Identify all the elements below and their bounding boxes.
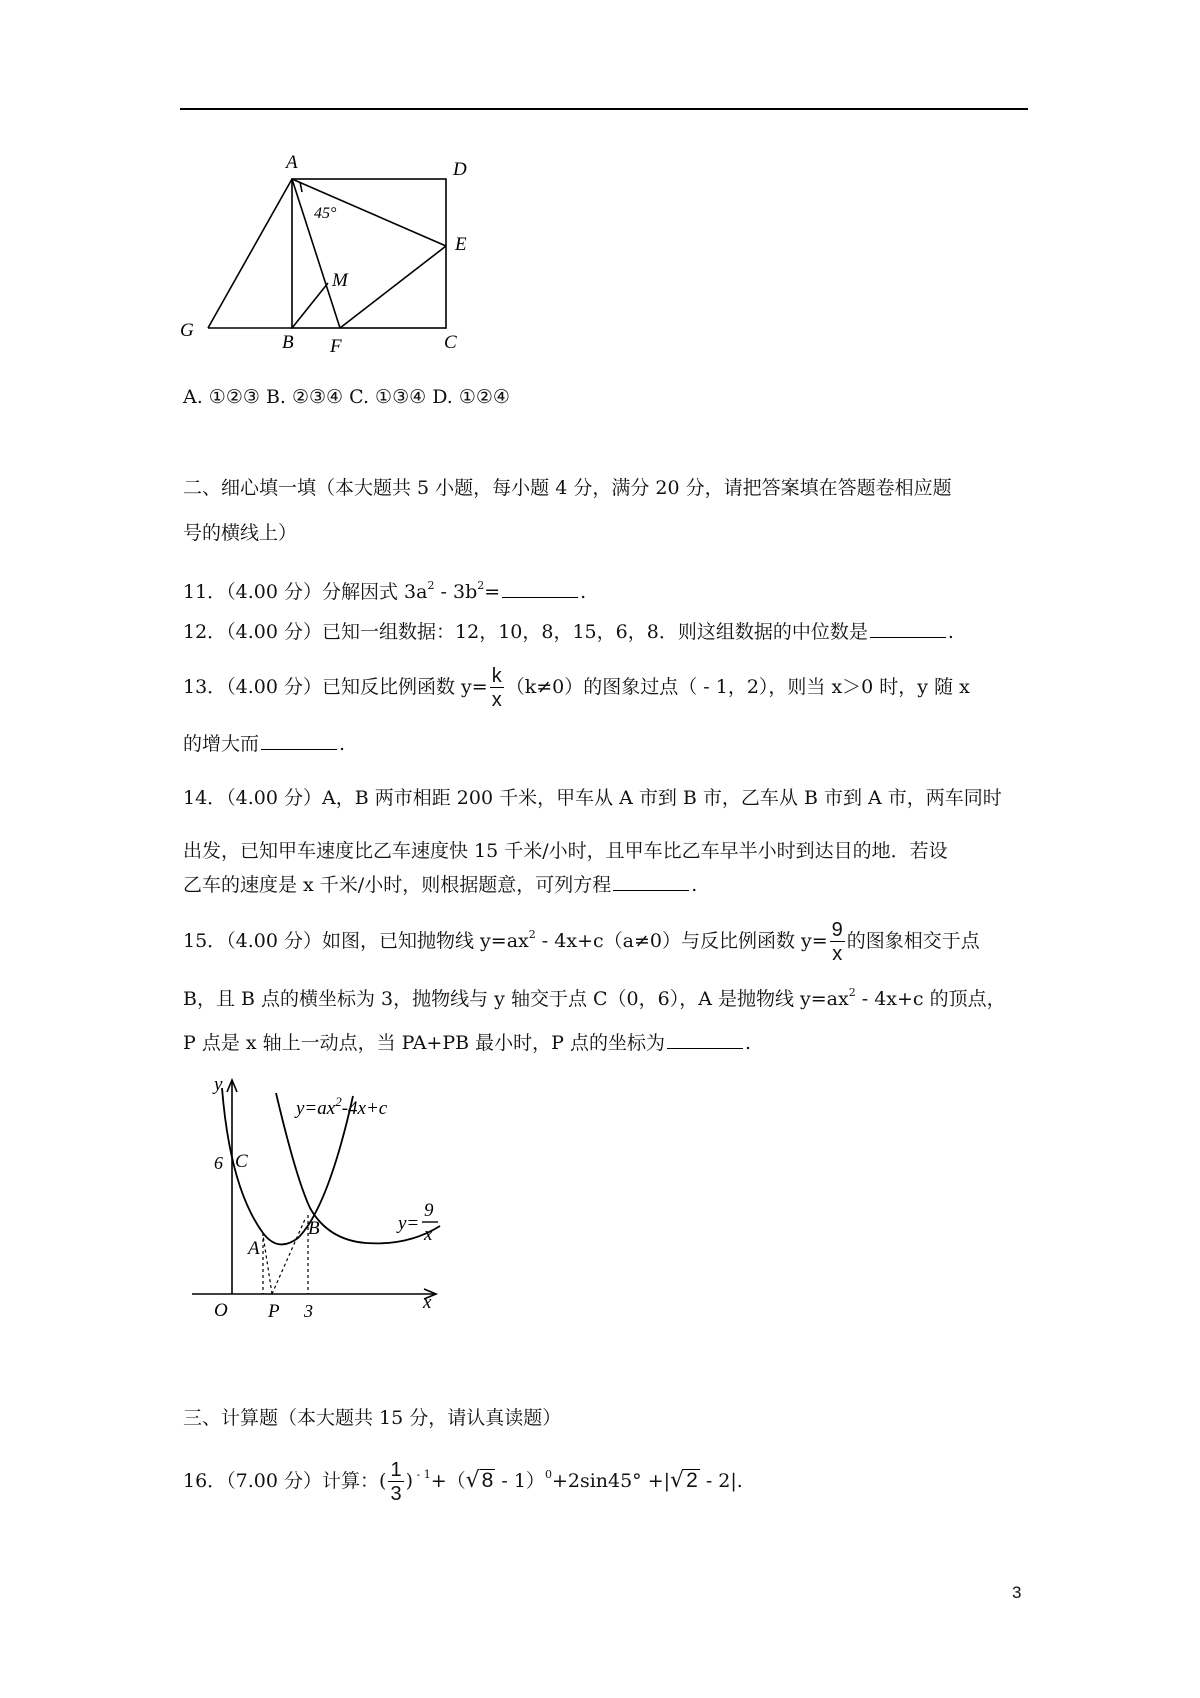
a-point-label: A xyxy=(248,1238,260,1259)
label-D: D xyxy=(453,159,467,180)
c-value-label: 6 xyxy=(214,1153,223,1173)
b-point-label: B xyxy=(308,1218,320,1239)
label-E: E xyxy=(455,234,467,255)
question-14-line3: 乙车的速度是 x 千米/小时，则根据题意，可列方程 . xyxy=(183,870,697,900)
y-axis-label: y xyxy=(214,1074,223,1095)
question-15-line1: 15．（4.00 分）如图，已知抛物线 $y=ax^2 - 4x+c(a\ne 0)$与反比例函数 y= $\frac{9}{x}$ 的图象相交于点 xyxy=(183,919,980,965)
label-F: F xyxy=(330,336,342,357)
answer-blank-11[interactable] xyxy=(502,577,578,598)
answer-blank-12[interactable] xyxy=(870,617,946,638)
radical-sign: √ xyxy=(465,1468,480,1493)
x-axis-label: x xyxy=(423,1292,432,1313)
graph-figure xyxy=(178,1068,458,1328)
question-13-line2: 的增大而 . xyxy=(183,729,345,759)
label-G: G xyxy=(180,320,194,341)
c-point-label: C xyxy=(235,1151,248,1172)
question-15-line3: P 点是 x 轴上一动点，当 PA+PB 最小时，P 点的坐标为 . xyxy=(183,1028,751,1058)
parabola-label: $y=ax^2-4x+c$ xyxy=(296,1094,388,1119)
square-figure xyxy=(178,148,478,358)
label-M: M xyxy=(332,270,348,291)
question-14-line2: 出发，已知甲车速度比乙车速度快 15 千米/小时，且甲车比乙车早半小时到达目的地．若设 xyxy=(183,840,948,862)
fraction-k-over-x: $\frac{k}{x}$ xyxy=(491,665,502,711)
label-A: A xyxy=(286,152,298,173)
question-15-line2: B，且 B 点的横坐标为 3，抛物线与 y 轴交于点 C（0，6），A 是抛物线 $y=ax^2 - 4x+c$ 的顶点， xyxy=(183,986,1006,1010)
question-11: 11．（4.00 分）分解因式 $3a^2 - 3b^2=$ . xyxy=(183,579,587,603)
angle-45: 45° xyxy=(314,205,337,222)
section3-heading: 三、计算题（本大题共 15 分，请认真读题） xyxy=(183,1407,562,1429)
p-point-label: P xyxy=(268,1301,280,1322)
hyperbola-den: x xyxy=(424,1224,433,1245)
fraction-1-over-3: $\frac{1}{3}$ xyxy=(390,1459,402,1505)
label-B: B xyxy=(282,332,294,353)
q10-choices: A. ①②③ B. ②③④ C. ①③④ D. ①②④ xyxy=(183,386,510,408)
radical-sign: √ xyxy=(670,1468,685,1493)
origin-label: O xyxy=(214,1300,228,1321)
hyperbola-num: 9 xyxy=(424,1200,434,1221)
page-number: 3 xyxy=(1012,1583,1022,1602)
header-rule xyxy=(180,108,1028,110)
section2-heading-line2: 号的横线上） xyxy=(183,522,298,544)
hyperbola-prefix: y= xyxy=(398,1213,420,1234)
label-C: C xyxy=(444,332,457,353)
x-tick-3: 3 xyxy=(304,1301,313,1321)
question-13-line1: 13．（4.00 分）已知反比例函数 y= $\frac{k}{x}$ （k≠0）的图象过点（ - 1，2），则当 x＞0 时，y 随 x xyxy=(183,665,970,711)
answer-blank-13[interactable] xyxy=(261,729,337,750)
question-16: 16．（7.00 分）计算：( $\frac{1}{3}$ ) $^{- 1}$+（√8 - 1）$^0$+2sin45° +|√2 - 2|. xyxy=(183,1459,743,1505)
section2-heading-line1: 二、细心填一填（本大题共 5 小题，每小题 4 分，满分 20 分，请把答案填在答题卷相应题 xyxy=(183,477,952,499)
answer-blank-14[interactable] xyxy=(613,870,689,891)
answer-blank-15[interactable] xyxy=(667,1028,743,1049)
fraction-9-over-x: $\frac{9}{x}$ xyxy=(831,919,843,965)
question-12: 12．（4.00 分）已知一组数据：12，10，8，15，6，8．则这组数据的中位数是 . xyxy=(183,617,954,647)
question-14-line1: 14．（4.00 分）A，B 两市相距 200 千米，甲车从 A 市到 B 市，乙车从 B 市到 A 市，两车同时 xyxy=(183,787,1002,809)
